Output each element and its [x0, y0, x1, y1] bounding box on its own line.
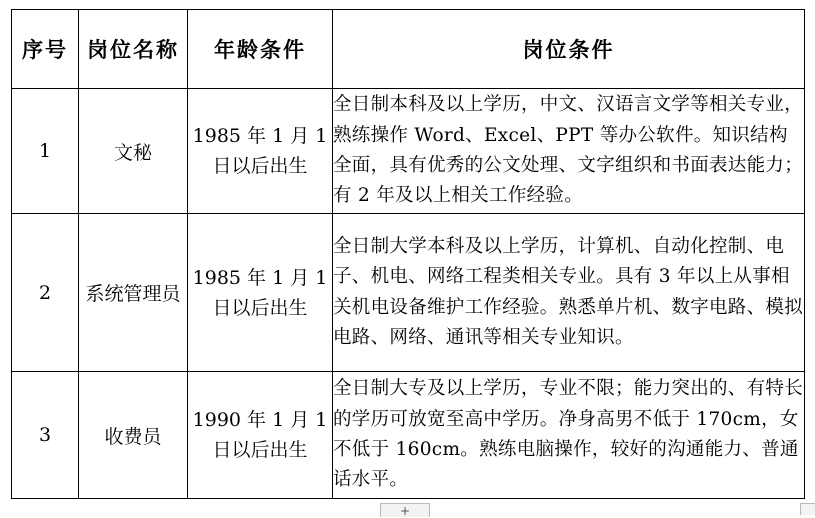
cell-serial: 2 — [12, 214, 79, 372]
cell-requirement: 全日制大学本科及以上学历，计算机、自动化控制、电子、机电、网络工程类相关专业。具有 3 年以上从事相关机电设备维护工作经验。熟悉单片机、数字电路、模拟电路、网络、通讯等相关专业知识。 — [333, 214, 805, 372]
cell-age — [188, 89, 333, 214]
table-row — [12, 89, 805, 214]
cell-requirement: 全日制本科及以上学历，中文、汉语言文学等相关专业，熟练操作 Word、Excel、PPT 等办公软件。知识结构全面，具有优秀的公文处理、文字组织和书面表达能力；有 2 年及以上相关工作经验。 — [333, 89, 805, 214]
age-line-2: 日以后出生 — [212, 296, 308, 319]
job-requirements-table — [11, 9, 805, 499]
cell-position-name: 收费员 — [79, 372, 188, 499]
age-line-1: 1985 年 1 月 1 — [192, 125, 328, 147]
age-line-2: 日以后出生 — [212, 155, 308, 177]
cell-position-name: 系统管理员 — [79, 214, 188, 372]
header-serial: 序号 — [12, 10, 79, 89]
age-line-1: 1985 年 1 月 1 — [192, 266, 328, 289]
cell-age — [188, 214, 333, 372]
header-position-requirement: 岗位条件 — [333, 10, 805, 89]
add-row-button[interactable]: + — [380, 503, 430, 517]
cell-serial: 1 — [12, 89, 79, 214]
cell-requirement: 全日制大专及以上学历，专业不限；能力突出的、有特长的学历可放宽至高中学历。净身高男不低于 170cm，女不低于 160cm。熟练电脑操作，较好的沟通能力、普通话水平。 — [333, 372, 805, 499]
header-age-requirement: 年龄条件 — [188, 10, 333, 89]
table-header-row — [12, 10, 805, 89]
table-row — [12, 372, 805, 499]
age-line-1: 1990 年 1 月 1 — [192, 409, 328, 431]
header-position-name: 岗位名称 — [79, 10, 188, 89]
cell-age — [188, 372, 333, 499]
cell-serial: 3 — [12, 372, 79, 499]
cell-position-name: 文秘 — [79, 89, 188, 214]
resize-handle[interactable] — [800, 503, 815, 515]
age-line-2: 日以后出生 — [212, 439, 308, 461]
table-row — [12, 214, 805, 372]
